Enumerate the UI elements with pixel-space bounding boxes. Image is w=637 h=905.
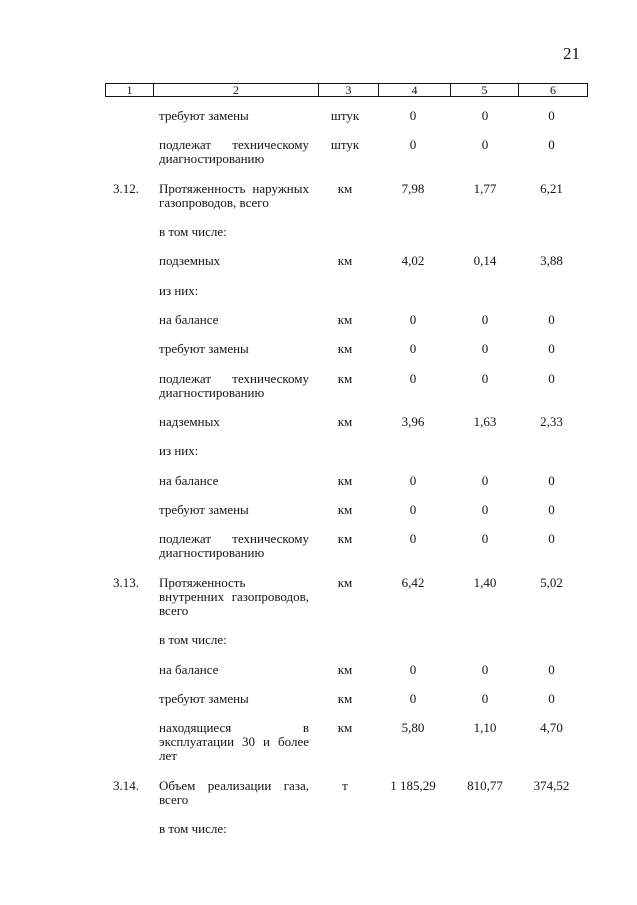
row-value-col-5: 1,40 (473, 574, 497, 590)
row-value-col-5: 0,14 (473, 253, 497, 269)
table-header (105, 83, 588, 97)
row-number: 3.12. (113, 180, 139, 196)
row-value-col-4: 0 (409, 661, 417, 677)
header-cell-4: 4 (379, 84, 451, 97)
header-cell-6: 6 (519, 84, 588, 97)
row-label (159, 372, 309, 400)
page-number: 21 (563, 44, 580, 63)
row-label (159, 415, 309, 429)
table-row (105, 284, 585, 313)
row-label-line: требуют замены (159, 690, 249, 706)
row-unit: км (337, 180, 353, 196)
row-label (159, 633, 309, 647)
row-label-line: на балансе (159, 312, 219, 328)
table-row (105, 532, 585, 575)
row-label-line: внутренних газопроводов, (159, 588, 309, 604)
row-label (159, 254, 309, 268)
row-unit: км (337, 414, 353, 430)
row-value-col-5: 0 (481, 137, 489, 153)
row-value-col-5: 1,10 (473, 720, 497, 736)
row-label-line: надземных (159, 414, 220, 430)
row-value-col-6: 0 (548, 531, 555, 547)
header-row (106, 84, 588, 97)
row-unit: км (337, 370, 353, 386)
row-label-line: диагностированию (159, 151, 265, 167)
row-label-line: Объем реализации газа, (159, 777, 309, 793)
row-value-col-6: 3,88 (540, 253, 563, 269)
table-row (105, 576, 585, 633)
row-value-col-6: 0 (548, 370, 555, 386)
row-value-col-6: 0 (548, 341, 555, 357)
row-value-col-5: 810,77 (467, 777, 503, 793)
row-value-col-6: 0 (548, 108, 555, 123)
row-label-line: из них: (159, 443, 199, 459)
table-row (105, 663, 585, 692)
row-label-line: находящиеся в (159, 720, 309, 736)
row-label-line: всего (159, 791, 189, 807)
row-value-col-5: 0 (481, 661, 489, 677)
row-value-col-6: 0 (548, 690, 555, 706)
row-value-col-6: 2,33 (540, 414, 563, 430)
table-row (105, 225, 585, 254)
row-label (159, 313, 309, 327)
row-value-col-4: 0 (409, 137, 417, 153)
row-value-col-5: 0 (481, 370, 489, 386)
table-row (105, 822, 585, 851)
row-label-line: требуют замены (159, 502, 249, 518)
row-label (159, 225, 309, 239)
row-label-line: эксплуатации 30 и более (159, 734, 309, 750)
row-value-col-4: 0 (409, 531, 417, 547)
table-row (105, 503, 585, 532)
row-label-line: на балансе (159, 661, 219, 677)
row-value-col-4: 0 (409, 502, 417, 518)
header-cell-1: 1 (106, 84, 154, 97)
row-label-line: диагностированию (159, 384, 265, 400)
row-value-col-4: 0 (409, 341, 417, 357)
table-row (105, 444, 585, 473)
row-value-col-5: 0 (481, 108, 489, 123)
row-label (159, 182, 309, 210)
row-value-col-6: 0 (548, 137, 555, 153)
row-value-col-6: 0 (548, 502, 555, 518)
row-value-col-5: 0 (481, 341, 489, 357)
row-value-col-4: 6,42 (401, 574, 425, 590)
row-label (159, 822, 309, 836)
table-row (105, 342, 585, 371)
row-unit: км (337, 690, 353, 706)
row-unit: штук (330, 108, 360, 123)
row-value-col-5: 0 (481, 531, 489, 547)
row-value-col-4: 0 (409, 472, 417, 488)
row-value-col-6: 0 (548, 472, 555, 488)
row-value-col-4: 0 (409, 370, 417, 386)
table-row (105, 721, 585, 778)
header-cell-3: 3 (319, 84, 379, 97)
row-label (159, 284, 309, 298)
row-label (159, 721, 309, 763)
row-label (159, 138, 309, 166)
table-row (105, 313, 585, 342)
row-label (159, 576, 309, 618)
row-label-line: Протяженность наружных (159, 180, 309, 196)
row-label-line: подлежат техническому (159, 531, 309, 547)
row-value-col-4: 4,02 (401, 253, 425, 269)
row-label (159, 532, 309, 560)
row-unit: штук (330, 137, 360, 153)
table-body (105, 109, 585, 851)
row-number: 3.13. (113, 574, 139, 590)
row-unit: км (337, 312, 353, 328)
row-value-col-6: 6,21 (540, 180, 563, 196)
row-value-col-4: 1 185,29 (390, 777, 436, 793)
row-value-col-4: 5,80 (401, 720, 425, 736)
row-label (159, 342, 309, 356)
row-value-col-5: 0 (481, 312, 489, 328)
table-row (105, 415, 585, 444)
row-label (159, 444, 309, 458)
table-row (105, 779, 585, 822)
row-label-line: газопроводов, всего (159, 194, 269, 210)
row-value-col-6: 5,02 (540, 574, 563, 590)
row-value-col-5: 0 (481, 690, 489, 706)
row-label (159, 503, 309, 517)
table-row (105, 633, 585, 662)
row-label-line: лет (159, 748, 177, 764)
table-row (105, 138, 585, 181)
row-label (159, 692, 309, 706)
row-label-line: подлежат техническому (159, 137, 309, 153)
row-label (159, 109, 309, 123)
row-unit: км (337, 502, 353, 518)
row-label-line: требуют замены (159, 108, 249, 123)
row-label (159, 474, 309, 488)
row-value-col-5: 1,77 (473, 180, 497, 196)
row-label-line: в том числе: (159, 224, 227, 240)
row-label-line: на балансе (159, 472, 219, 488)
table-row (105, 474, 585, 503)
row-label-line: требуют замены (159, 341, 249, 357)
table-row (105, 109, 585, 138)
row-label-line: подлежат техническому (159, 370, 309, 386)
row-unit: км (337, 253, 353, 269)
row-unit: км (337, 574, 353, 590)
header-cell-5: 5 (451, 84, 519, 97)
row-unit: км (337, 661, 353, 677)
row-unit: км (337, 472, 353, 488)
row-value-col-4: 0 (409, 690, 417, 706)
row-label-line: из них: (159, 282, 199, 298)
row-unit: км (337, 531, 353, 547)
row-value-col-5: 0 (481, 472, 489, 488)
table-row (105, 254, 585, 283)
table-row (105, 182, 585, 225)
header-cell-2: 2 (154, 84, 319, 97)
row-number: 3.14. (113, 777, 139, 793)
row-value-col-5: 0 (481, 502, 489, 518)
row-label-line: в том числе: (159, 632, 227, 648)
row-unit: км (337, 341, 353, 357)
row-unit: т (342, 777, 348, 793)
row-value-col-6: 0 (548, 312, 555, 328)
row-label (159, 779, 309, 807)
row-label-line: Протяженность (159, 574, 246, 590)
row-value-col-4: 0 (409, 108, 417, 123)
table-row (105, 692, 585, 721)
row-value-col-4: 7,98 (401, 180, 425, 196)
row-label-line: в том числе: (159, 820, 227, 836)
row-value-col-4: 3,96 (401, 414, 425, 430)
table-row (105, 372, 585, 415)
row-label-line: подземных (159, 253, 221, 269)
row-value-col-4: 0 (409, 312, 417, 328)
row-value-col-6: 374,52 (533, 777, 570, 793)
row-unit: км (337, 720, 353, 736)
row-label (159, 663, 309, 677)
row-label-line: всего (159, 602, 189, 618)
row-value-col-6: 0 (548, 661, 555, 677)
row-value-col-5: 1,63 (473, 414, 497, 430)
row-label-line: диагностированию (159, 545, 265, 561)
row-value-col-6: 4,70 (540, 720, 563, 736)
